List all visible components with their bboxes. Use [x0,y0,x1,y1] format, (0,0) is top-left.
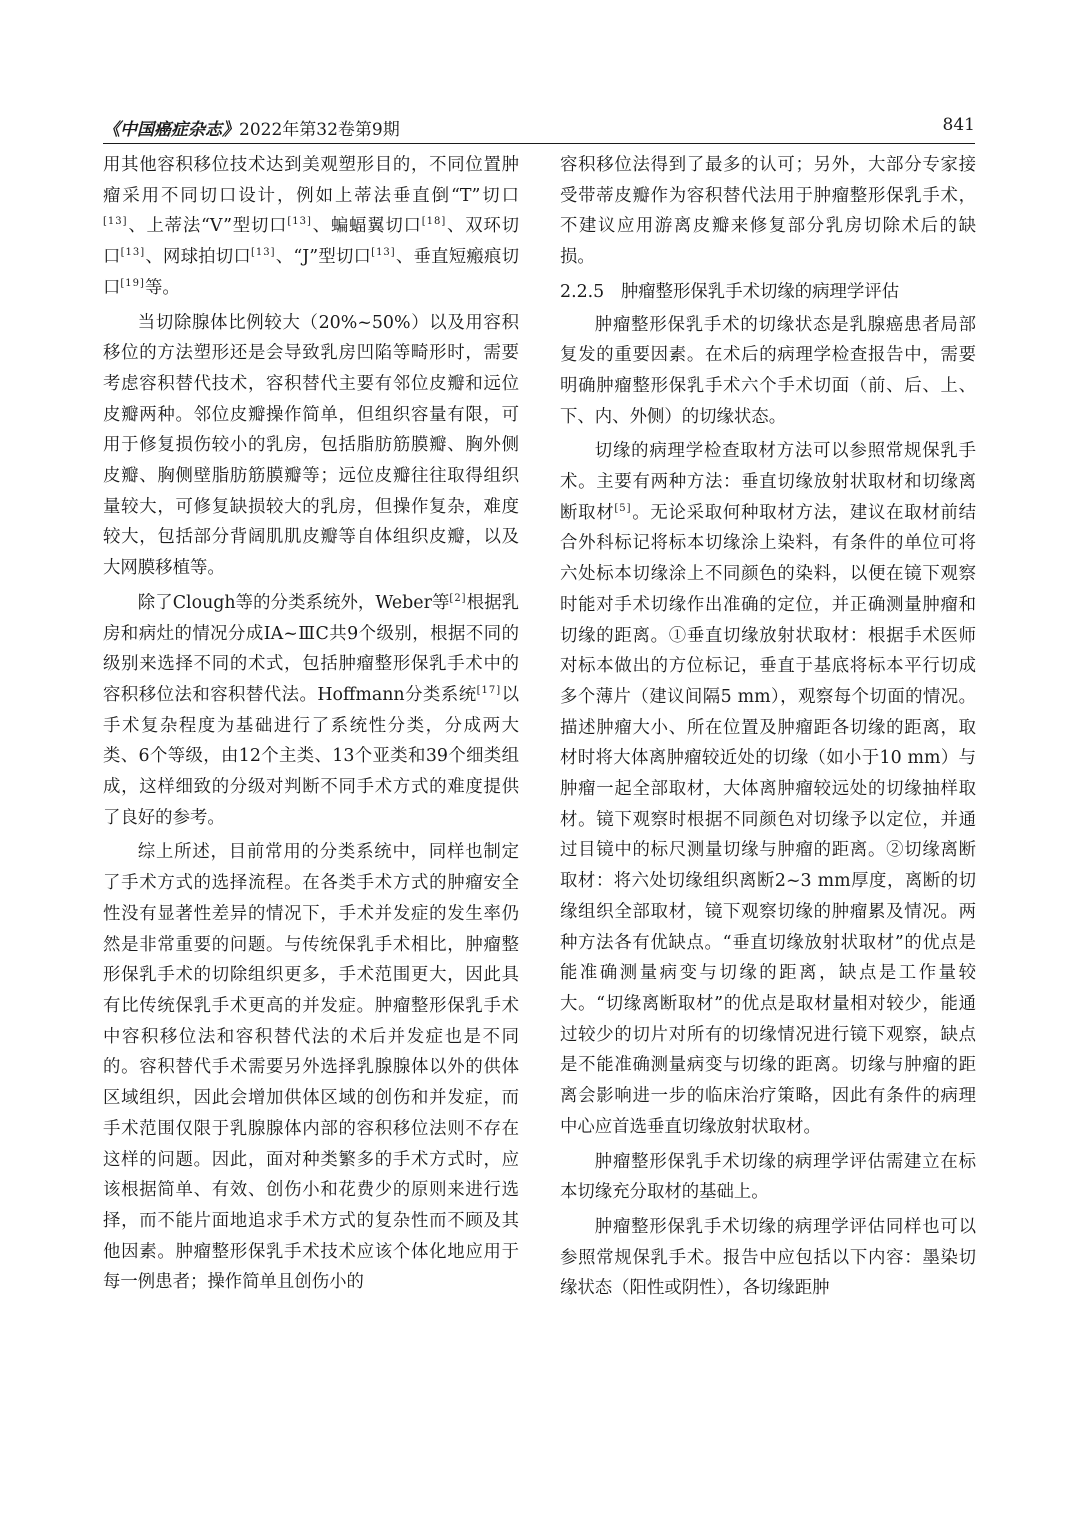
left-column [103,150,519,1302]
body-text: 、上蒂法“V”型切口 [127,216,288,237]
body-text: 等。 [144,277,180,298]
running-header [103,113,975,144]
citation-ref: [13] [251,247,276,259]
paragraph-continuation: 容积移位法得到了最多的认可；另外，大部分专家接受带蒂皮瓣作为容积替代法用于肿瘤整形保乳手术，不建议应用游离皮瓣来修复部分乳房切除术后的缺损。 [560,155,976,268]
section-heading [560,277,976,308]
citation-ref: [13] [120,247,146,259]
page-number: 841 [942,115,975,135]
body-text: 、网球拍切口 [145,247,252,268]
body-text: 、“J”型切口 [275,247,372,268]
paragraph-sampling-basis: 肿瘤整形保乳手术切缘的病理学评估需建立在标本切缘充分取材的基础上。 [560,1151,976,1203]
citation-ref: [13] [287,216,312,228]
paragraph-summary: 综上所述，目前常用的分类系统中，同样也制定了手术方式的选择流程。在各类手术方式的肿瘤安全性没有显著性差异的情况下，手术并发症的发生率仍然是非常重要的问题。与传统保乳手术相比，肿瘤整形保乳手术的切除组织更多，手术范围更大，因此具有比传统保乳手术更高的并发症。肿瘤整形保乳手术中容积移位法和容积替代法的术后并发症也是不同的。容积替代手术需要另外选择乳腺腺体以外的供体区域组织，因此会增加供体区域的创伤和并发症，而手术范围仅限于乳腺腺体内部的容积移位法则不存在这样的问题。因此，面对种类繁多的手术方式时，应该根据简单、有效、创伤小和花费少的原则来进行选择，而不能片面地追求手术方式的复杂性而不顾及其他因素。肿瘤整形保乳手术技术应该个体化地应用于每一例患者；操作简单且创伤小的 [103,842,519,1293]
citation-ref: [13] [371,247,396,259]
journal-citation [103,115,400,140]
journal-issue: 2022年第32卷第9期 [239,120,400,140]
body-text: 切缘的病理学检查取材方法可以参照常规保乳手术。主要有两种方法：垂直切缘放射状取材和切缘离断取材 [560,441,976,523]
body-text: 、双环切口 [103,216,519,268]
citation-ref: [17] [476,684,502,696]
citation-ref: [5] [614,502,632,514]
body-text: 、垂直短瘢痕切口 [103,247,519,298]
citation-ref: [19] [120,277,145,289]
paragraph-margin-status: 肿瘤整形保乳手术的切缘状态是乳腺癌患者局部复发的重要因素。在术后的病理学检查报告中，需要明确肿瘤整形保乳手术六个手术切面（前、后、上、下、内、外侧）的切缘状态。 [560,314,976,427]
body-text: 、蝙蝠翼切口 [311,216,422,237]
body-text: 除了Clough等的分类系统外，Weber等 [137,592,450,613]
citation-ref: [2] [449,592,467,604]
paragraph-volume-replacement: 当切除腺体比例较大（20%~50%）以及用容积移位的方法塑形还是会导致乳房凹陷等畸形时，需要考虑容积替代技术，容积替代主要有邻位皮瓣和远位皮瓣两种。邻位皮瓣操作简单，但组织容量有限，可用于修复损伤较小的乳房，包括脂肪筋膜瓣、胸外侧皮瓣、胸侧壁脂肪筋膜瓣等；远位皮瓣往往取得组织量较大，可修复缺损较大的乳房，但操作复杂，难度较大，包括部分背阔肌肌皮瓣等自体组织皮瓣，以及大网膜移植等。 [103,312,519,579]
body-text: 以手术复杂程度为基础进行了系统性分类，分成两大类、6个等级，由12个主类、13个亚类和39个细类组成，这样细致的分级对判断不同手术方式的难度提供了良好的参考。 [103,684,519,828]
right-column [560,150,976,1308]
body-text: 用其他容积移位技术达到美观塑形目的，不同位置肿瘤采用不同切口设计，例如上蒂法垂直倒“T”切口 [103,155,519,206]
section-number: 2.2.5 [560,281,605,302]
paragraph-classification-systems [103,588,519,834]
paragraph-sampling-methods [560,436,976,1142]
paragraph-incision-designs [103,150,519,304]
citation-ref: [13] [103,216,128,228]
body-text: 。无论采取何种取材方法，建议在取材前结合外科标记将标本切缘涂上染料，有条件的单位可将六处标本切缘涂上不同颜色的染料，以便在镜下观察时能对手术切缘作出准确的定位，并正确测量肿瘤和切缘的距离。①垂直切缘放射状取材：根据手术医师对标本做出的方位标记，垂直于基底将标本平行切成多个薄片（建议间隔5 mm），观察每个切面的情况。描述肿瘤大小、所在位置及肿瘤距各切缘的距离，取材时将大体离肿瘤较近处的切缘（如小于10 mm）与肿瘤一起全部取材，大体离肿瘤较远处的切缘抽样取材。镜下观察时根据不同颜色对切缘予以定位，并通过目镜中的标尺测量切缘与肿瘤的距离。②切缘离断取材：将六处切缘组织离断2~3 mm厚度，离断的切缘组织全部取材，镜下观察切缘的肿瘤累及情况。两种方法各有优缺点。“垂直切缘放射状取材”的优点是能准确测量病变与切缘的距离，缺点是工作量较大。“切缘离断取材”的优点是取材量相对较少，能通过较少的切片对所有的切缘情况进行镜下观察，缺点是不能准确测量病变与切缘的距离。切缘与肿瘤的距离会影响进一步的临床治疗策略，因此有条件的病理中心应首选垂直切缘放射状取材。 [560,502,976,1137]
journal-name: 《中国癌症杂志》 [103,120,239,140]
section-title: 肿瘤整形保乳手术切缘的病理学评估 [620,281,900,302]
body-text: 根据乳房和病灶的情况分成IA~ⅢC共9个级别，根据不同的级别来选择不同的术式，包括肿瘤整形保乳手术中的容积移位法和容积替代法。Hoffmann分类系统 [103,592,519,705]
paragraph-report-content: 肿瘤整形保乳手术切缘的病理学评估同样也可以参照常规保乳手术。报告中应包括以下内容：墨染切缘状态（阳性或阴性），各切缘距肿 [560,1216,976,1299]
citation-ref: [18] [421,216,447,228]
